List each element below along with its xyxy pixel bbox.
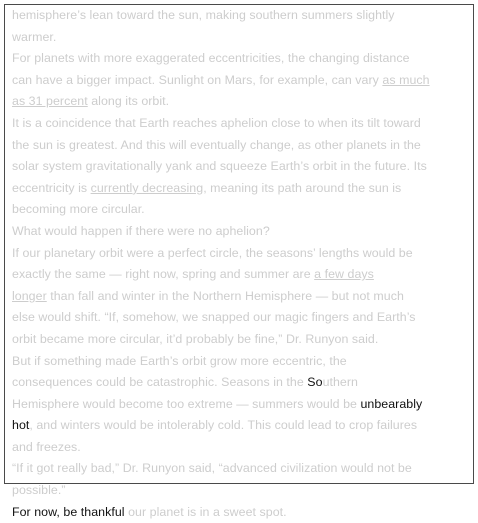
faded-text: our planet is in a sweet spot.: [124, 504, 287, 519]
text-line: [12, 156, 468, 178]
article-link[interactable]: longer: [12, 288, 47, 303]
text-line: [12, 199, 468, 221]
faded-text: , and winters would be intolerably cold. This could lead to crop failures: [29, 418, 418, 433]
faded-text: eccentricity is: [12, 180, 91, 195]
text-line: [12, 329, 468, 351]
text-line: [12, 394, 468, 416]
faded-text: consequences could be catastrophic. Seasons in the: [12, 375, 308, 390]
text-line: [12, 221, 468, 243]
text-line: [12, 113, 468, 135]
text-line: [12, 178, 468, 200]
text-line: [12, 415, 468, 437]
faded-text: uthern: [322, 375, 358, 390]
faded-text: But if something made Earth’s orbit grow more eccentric, the: [12, 353, 347, 368]
faded-text: warmer.: [12, 29, 57, 44]
text-line: [12, 458, 468, 480]
highlighted-text: For now, be thankful: [12, 504, 125, 519]
text-line: [12, 351, 468, 373]
faded-text: along its orbit.: [87, 94, 170, 109]
text-line: [12, 91, 468, 113]
text-line: [12, 70, 468, 92]
faded-text: than fall and winter in the Northern Hemisphere — but not much: [46, 288, 404, 303]
text-line: [12, 307, 468, 329]
text-line: [12, 5, 468, 27]
article-body: [12, 5, 468, 523]
text-line: [12, 243, 468, 265]
text-line: [12, 27, 468, 49]
article-link[interactable]: as 31 percent: [12, 94, 88, 109]
faded-text: , meaning its path around the sun is: [203, 180, 402, 195]
text-panel: [4, 4, 474, 519]
faded-text: If our planetary orbit were a perfect circle, the seasons’ lengths would be: [12, 245, 413, 260]
faded-text: It is a coincidence that Earth reaches aphelion close to when its tilt toward: [12, 115, 421, 130]
text-line: [12, 437, 468, 459]
faded-text: possible.”: [12, 483, 66, 498]
faded-text: exactly the same — right now, spring and summer are: [12, 267, 315, 282]
faded-text: What would happen if there were no aphelion?: [12, 223, 270, 238]
text-line: [12, 480, 468, 502]
faded-text: the sun is greatest. And this will eventually change, as other planets in the: [12, 137, 421, 152]
article-link[interactable]: as much: [382, 72, 430, 87]
highlighted-text: unbearably: [360, 396, 423, 411]
faded-text: can have a bigger impact. Sunlight on Mars, for example, can vary: [12, 72, 383, 87]
faded-text: else would shift. “If, somehow, we snapped our magic fingers and Earth’s: [12, 310, 416, 325]
text-line: [12, 372, 468, 394]
faded-text: and freezes.: [12, 439, 81, 454]
text-line: [12, 135, 468, 157]
faded-text: “If it got really bad,” Dr. Runyon said, “advanced civilization would not be: [12, 461, 412, 476]
text-line: [12, 48, 468, 70]
article-link[interactable]: a few days: [314, 267, 374, 282]
article-link[interactable]: currently decreasing: [90, 180, 204, 195]
highlighted-text: So: [307, 375, 323, 390]
text-line: [12, 286, 468, 308]
text-line: [12, 502, 468, 523]
faded-text: becoming more circular.: [12, 202, 145, 217]
faded-text: solar system gravitationally yank and squeeze Earth’s orbit in the future. Its: [12, 159, 427, 174]
highlighted-text: hot: [12, 418, 30, 433]
faded-text: For planets with more exaggerated eccentricities, the changing distance: [12, 51, 410, 66]
faded-text: hemisphere’s lean toward the sun, making southern summers slightly: [12, 8, 395, 22]
text-line: [12, 264, 468, 286]
faded-text: Hemisphere would become too extreme — summers would be: [12, 396, 361, 411]
faded-text: orbit became more circular, it’d probably be fine,” Dr. Runyon said.: [12, 331, 379, 346]
